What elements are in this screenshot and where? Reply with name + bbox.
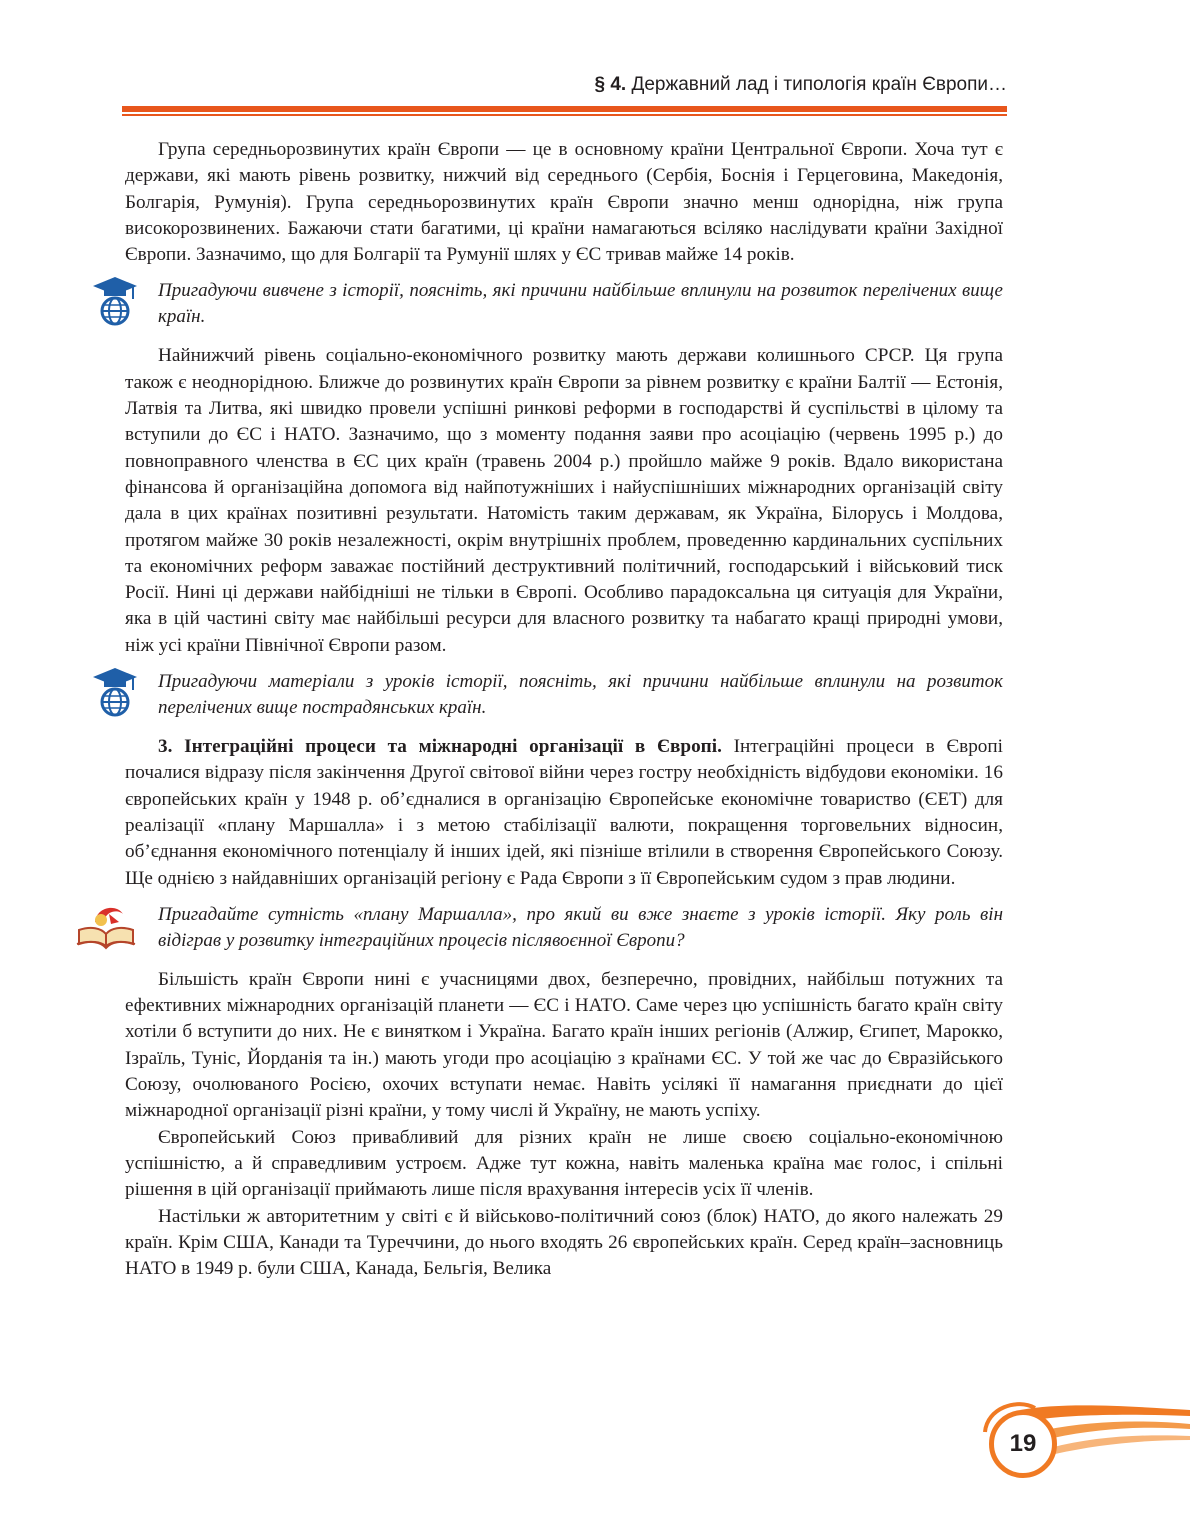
question-block (125, 669, 1003, 721)
header-rule-thin (122, 114, 1007, 116)
paragraph: Група середньорозвинутих країн Європи — це в основному країни Центральної Європи. Хоча тут є держави, які мають рівень розвитку, нижчий від середнього (Сербія, Боснія і Герцеговина, Македонія, Болгарія, Румунія). Група середньорозвинутих країн Європи значно менш однорідна, ніж група високорозвинених. Бажаючи стати багатими, ці країни намагаються всіляко наслідувати країни Західної Європи. Зазначимо, що для Болгарії та Румунії шлях у ЄС тривав майже 14 років. (125, 139, 1003, 266)
page-number: 19 (1009, 1430, 1037, 1457)
section-heading: 3. Інтеграційні процеси та міжнародні організації в Європі. (158, 736, 722, 758)
page-body (125, 137, 1003, 1282)
header-rule (122, 106, 1007, 112)
paragraph-text: Інтеграційні процеси в Європі почалися відразу після закінчення Другої світової війни через гостру необхідність відбудови економіки. 16 європейських країн у 1948 р. об’єдналися в організацію Європейське економічне товариство (ЄЕТ) для реалізації «плану Маршалла» і з метою стабілізації валюти, покращення торговельних відносин, об’єднання економічного потенціалу й інших ідей, які пізніше втілили в створення Європейського Союзу. Ще однією з найдавніших організацій регіону є Рада Європи з її Європейським судом з прав людини. (125, 736, 1003, 889)
graduation-globe-icon (93, 275, 137, 327)
page-number-badge (975, 1394, 1190, 1504)
running-header (122, 74, 1007, 96)
question-text: Пригадуючи матеріали з уроків історії, поясніть, які причини найбільше вплинули на розвиток перелічених вище пострадянських країн. (158, 671, 1003, 719)
paragraph (125, 734, 1003, 892)
paragraph: Більшість країн Європи нині є учасницями двох, безперечно, провідних, найбільш потужних та ефективних міжнародних організацій планети — ЄС і НАТО. Саме через цю успішність багато країн світу хотіли б вступити до них. Не є винятком і Україна. Багато країн інших регіонів (Алжир, Єгипет, Марокко, Ізраїль, Туніс, Йорданія та ін.) мають угоди про асоціацію з країнами ЄС. У той же час до Євразійського Союзу, очолюваного Росією, охочих вступати немає. Навіть усілякі її намагання приєднати до цієї міжнародної організації різні країни, у тому числі й Україну, не мають успіху. (125, 968, 1003, 1122)
book-history-icon (75, 900, 137, 950)
question-text: Пригадуючи вивчене з історії, поясніть, які причини найбільше вплинули на розвиток перелічених вище країн. (158, 280, 1003, 328)
graduation-globe-icon (93, 666, 137, 718)
section-number: § 4. (594, 74, 627, 95)
question-text: Пригадайте сутність «плану Маршалла», про який ви вже знаєте з уроків історії. Яку роль він відіграв у розвитку інтеграційних процесів післявоєнної Європи? (158, 903, 1003, 951)
question-block (125, 278, 1003, 330)
paragraph: Європейський Союз привабливий для різних країн не лише своєю соціально-економічною успішністю, а й справедливим устроєм. Адже тут кожна, навіть маленька країна має голос, і спільні рішення в цій організації приймають лише після врахування інтересів усіх її членів. (125, 1126, 1003, 1201)
paragraph: Найнижчий рівень соціально-економічного розвитку мають держави колишнього СРСР. Ця група також є неоднорідною. Ближче до розвинутих країн Європи за рівнем розвитку є країни Балтії — Естонія, Латвія та Литва, які швидко провели успішні ринкові реформи в господарстві й суспільстві в цілому та вступили до ЄС і НАТО. Зазначимо, що з моменту подання заяви про асоціацію (червень 1995 р.) до повноправного членства в ЄС цих країн (травень 2004 р.) пройшло майже 9 років. Вдало використана фінансова й організаційна допомога від найпотужніших і найуспішніших міжнародних організацій світу дала в цих країнах позитивні результати. Натомість таким державам, як Україна, Білорусь і Молдова, протягом майже 30 років незалежності, окрім внутрішніх проблем, проведенню кардинальних суспільних та економічних реформ заважає постійний деструктивний політичний, господарський і військовий тиск Росії. Нині ці держави найбідніші не тільки в Європі. Особливо парадоксальна ця ситуація для України, яка в цій частині світу має найбільші ресурси для власного розвитку та набагато кращі природні умови, ніж усі країни Північної Європи разом. (125, 345, 1003, 656)
paragraph: Настільки ж авторитетним у світі є й військово-політичний союз (блок) НАТО, до якого належать 29 країн. Крім США, Канади та Туреччини, до нього входять 26 європейських країн. Серед країн–засновниць НАТО в 1949 р. були США, Канада, Бельгія, Велика (125, 1205, 1003, 1280)
section-title: Державний лад і типологія країн Європи… (631, 74, 1007, 95)
question-block (125, 902, 1003, 954)
